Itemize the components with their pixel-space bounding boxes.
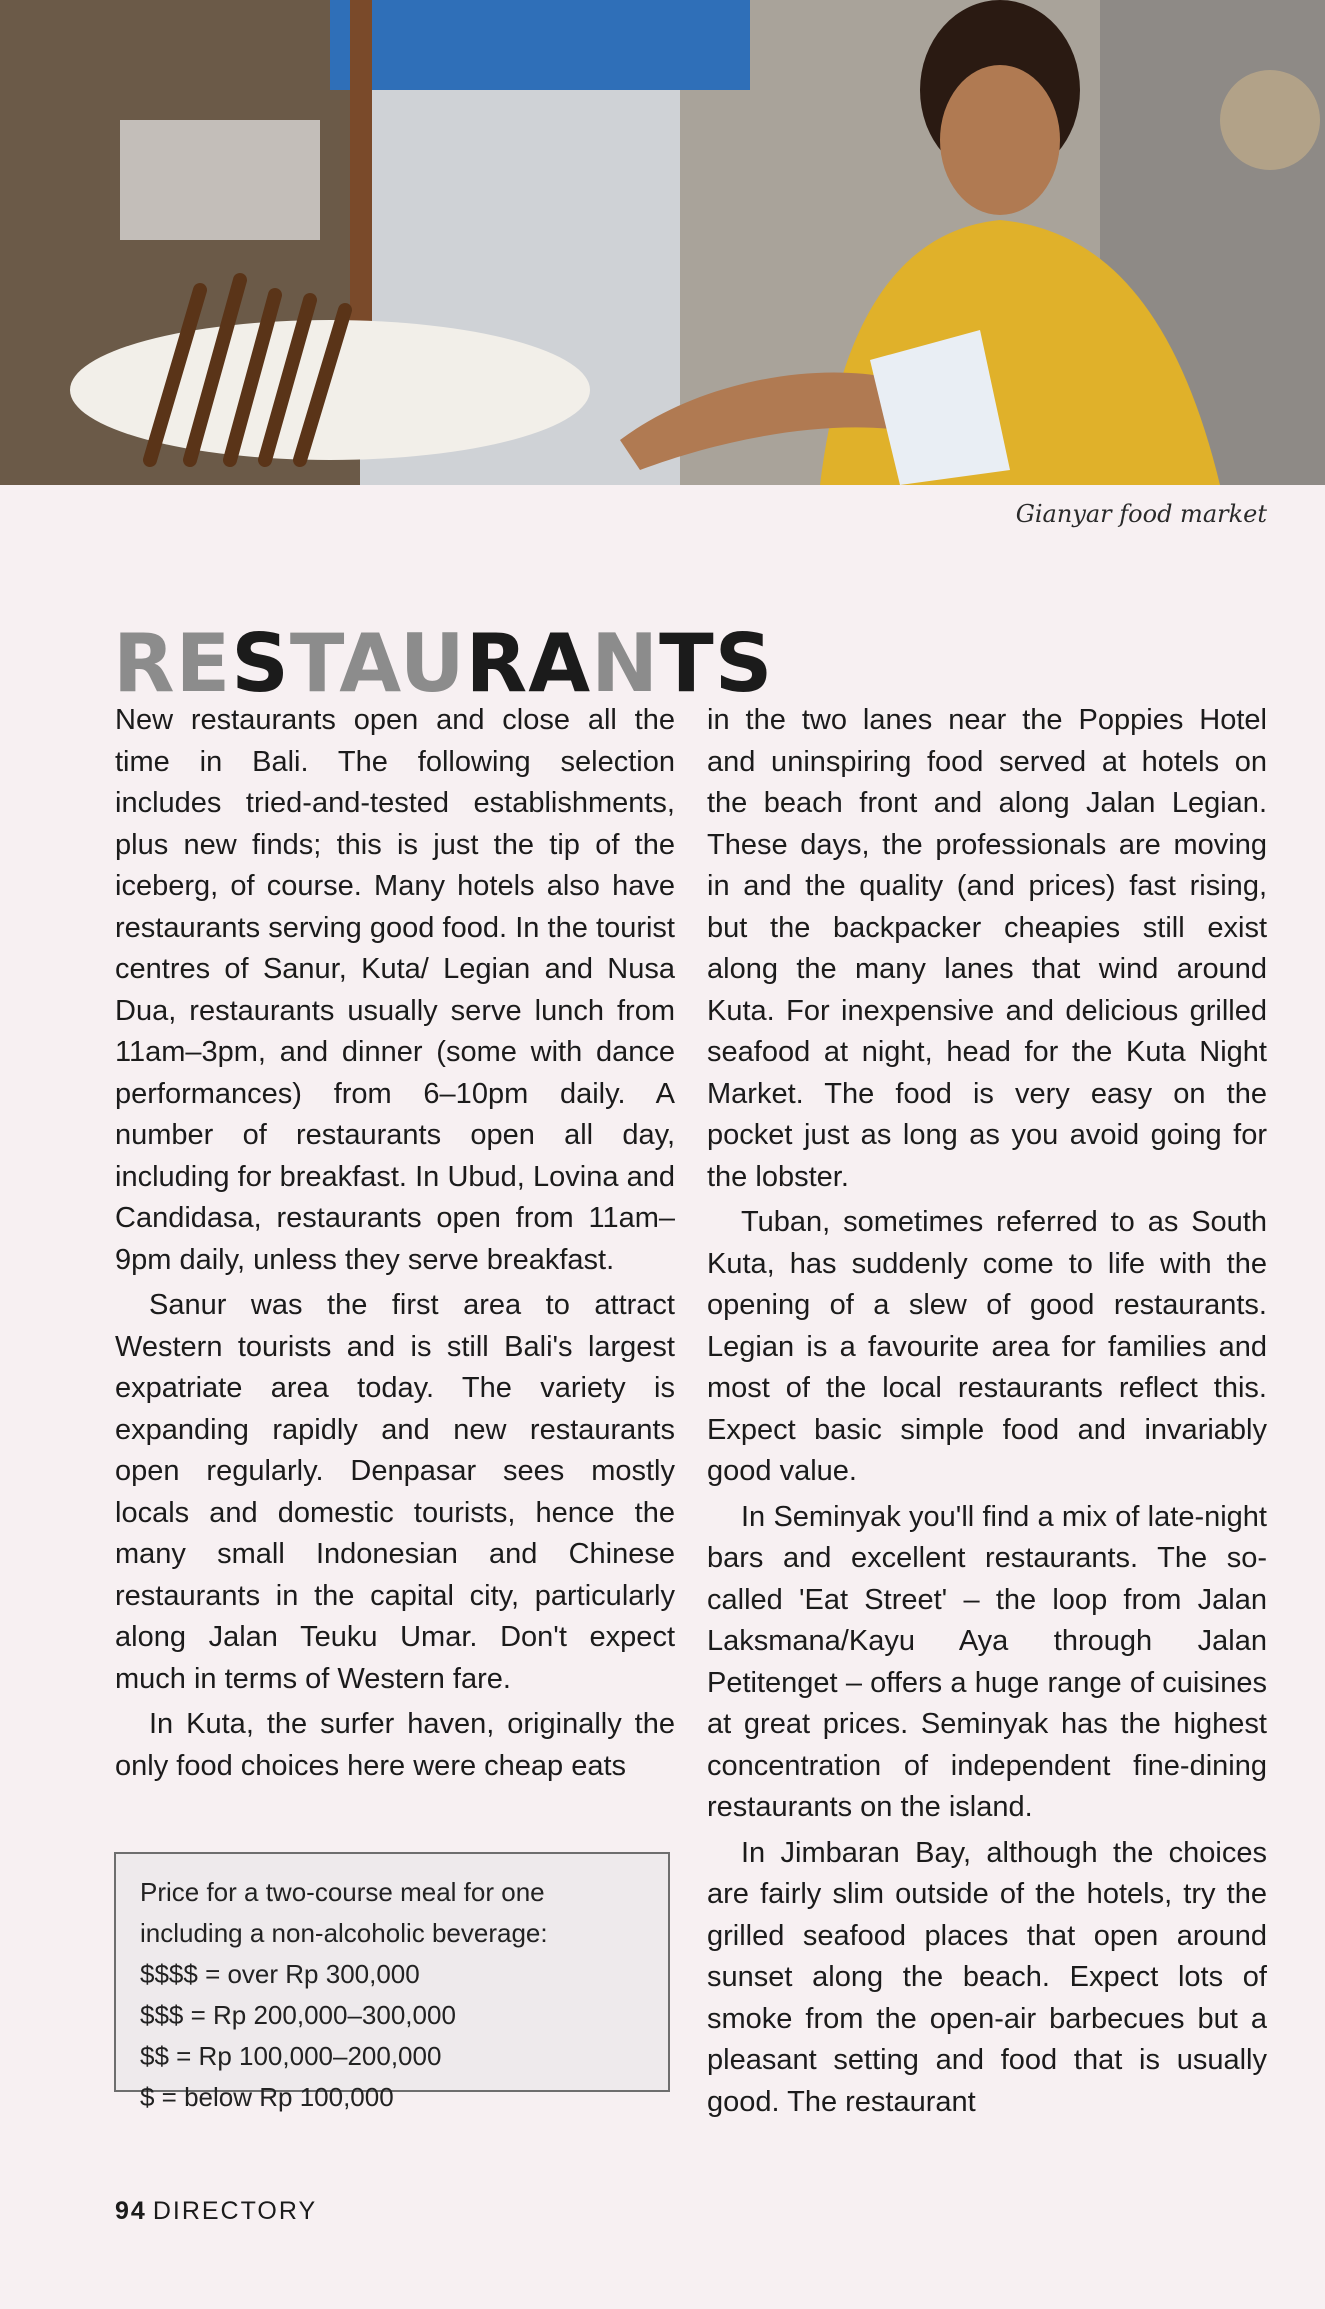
page-footer (115, 2197, 317, 2226)
market-photo (0, 0, 1325, 485)
paragraph-kuta: In Kuta, the surfer haven, originally the only food choices here were cheap eats (115, 1708, 675, 1782)
paragraph-kuta-cont: in the two lanes near the Poppies Hotel and uninspiring food served at hotels on the beach front and along Jalan Legian. These days, the professionals are moving in and the quality (and prices) fast rising, but the backpacker cheapies still exist along the many lanes that wind around Kuta. For inexpensive and delicious grilled seafood at night, head for the Kuta Night Market. The food is very easy on the pocket just as long as you avoid going for the lobster. (707, 704, 1267, 1193)
page-number: 94 (115, 2197, 147, 2225)
market-photo-illustration (0, 0, 1325, 485)
page-title: RESTAURANTS (113, 616, 774, 710)
price-guide-line: Price for a two-course meal for one (140, 1877, 545, 1907)
price-tier-4: $$$$ = over Rp 300,000 (140, 1959, 420, 1989)
paragraph-sanur: Sanur was the first area to attract Western tourists and is still Bali's largest expatriate area today. The variety is expanding rapidly and new restaurants open regularly. Denpasar sees mostly locals and domestic tourists, hence the many small Indonesian and Chinese restaurants in the capital city, particularly along Jalan Teuku Umar. Don't expect much in terms of Western fare. (115, 1289, 675, 1695)
price-tier-3: $$$ = Rp 200,000–300,000 (140, 2000, 456, 2030)
paragraph-intro: New restaurants open and close all the time in Bali. The following selection includes tried-and-tested establishments, plus new finds; this is just the tip of the iceberg, of course. Many hotels also have restaurants serving good food. In the tourist centres of Sanur, Kuta/ Legian and Nusa Dua, restaurants usually serve lunch from 11am–3pm, and dinner (some with dance performances) from 6–10pm daily. A number of restaurants open all day, including for breakfast. In Ubud, Lovina and Candidasa, restaurants open from 11am–9pm daily, unless they serve breakfast. (115, 704, 675, 1276)
price-guide-box (114, 1852, 670, 2112)
price-tier-2: $$ = Rp 100,000–200,000 (140, 2041, 442, 2071)
section-name: DIRECTORY (152, 2197, 318, 2225)
paragraph-jimbaran: In Jimbaran Bay, although the choices are fairly slim outside of the hotels, try the grilled seafood places that open around sunset along the beach. Expect lots of smoke from the open-air barbecues but a pleasant setting and food that is usually good. The restaurant (707, 1836, 1267, 2118)
price-guide-line: including a non-alcoholic beverage: (140, 1918, 548, 1948)
paragraph-seminyak: In Seminyak you'll find a mix of late-night bars and excellent restaurants. The so-called 'Eat Street' – the loop from Jalan Laksmana/Kayu Aya through Jalan Petitenget – offers a huge range of cuisines at great prices. Seminyak has the highest concentration of independent fine-dining restaurants on the island. (707, 1500, 1267, 1823)
price-tier-1: $ = below Rp 100,000 (140, 2082, 394, 2112)
left-column (115, 700, 675, 1787)
paragraph-tuban: Tuban, sometimes referred to as South Kuta, has suddenly come to life with the opening of a slew of good restaurants. Legian is a favourite area for families and most of the local restaurants reflect this. Expect basic simple food and invariably good value. (707, 1206, 1267, 1487)
right-column (707, 700, 1267, 2123)
photo-caption: Gianyar food market (1015, 500, 1267, 528)
